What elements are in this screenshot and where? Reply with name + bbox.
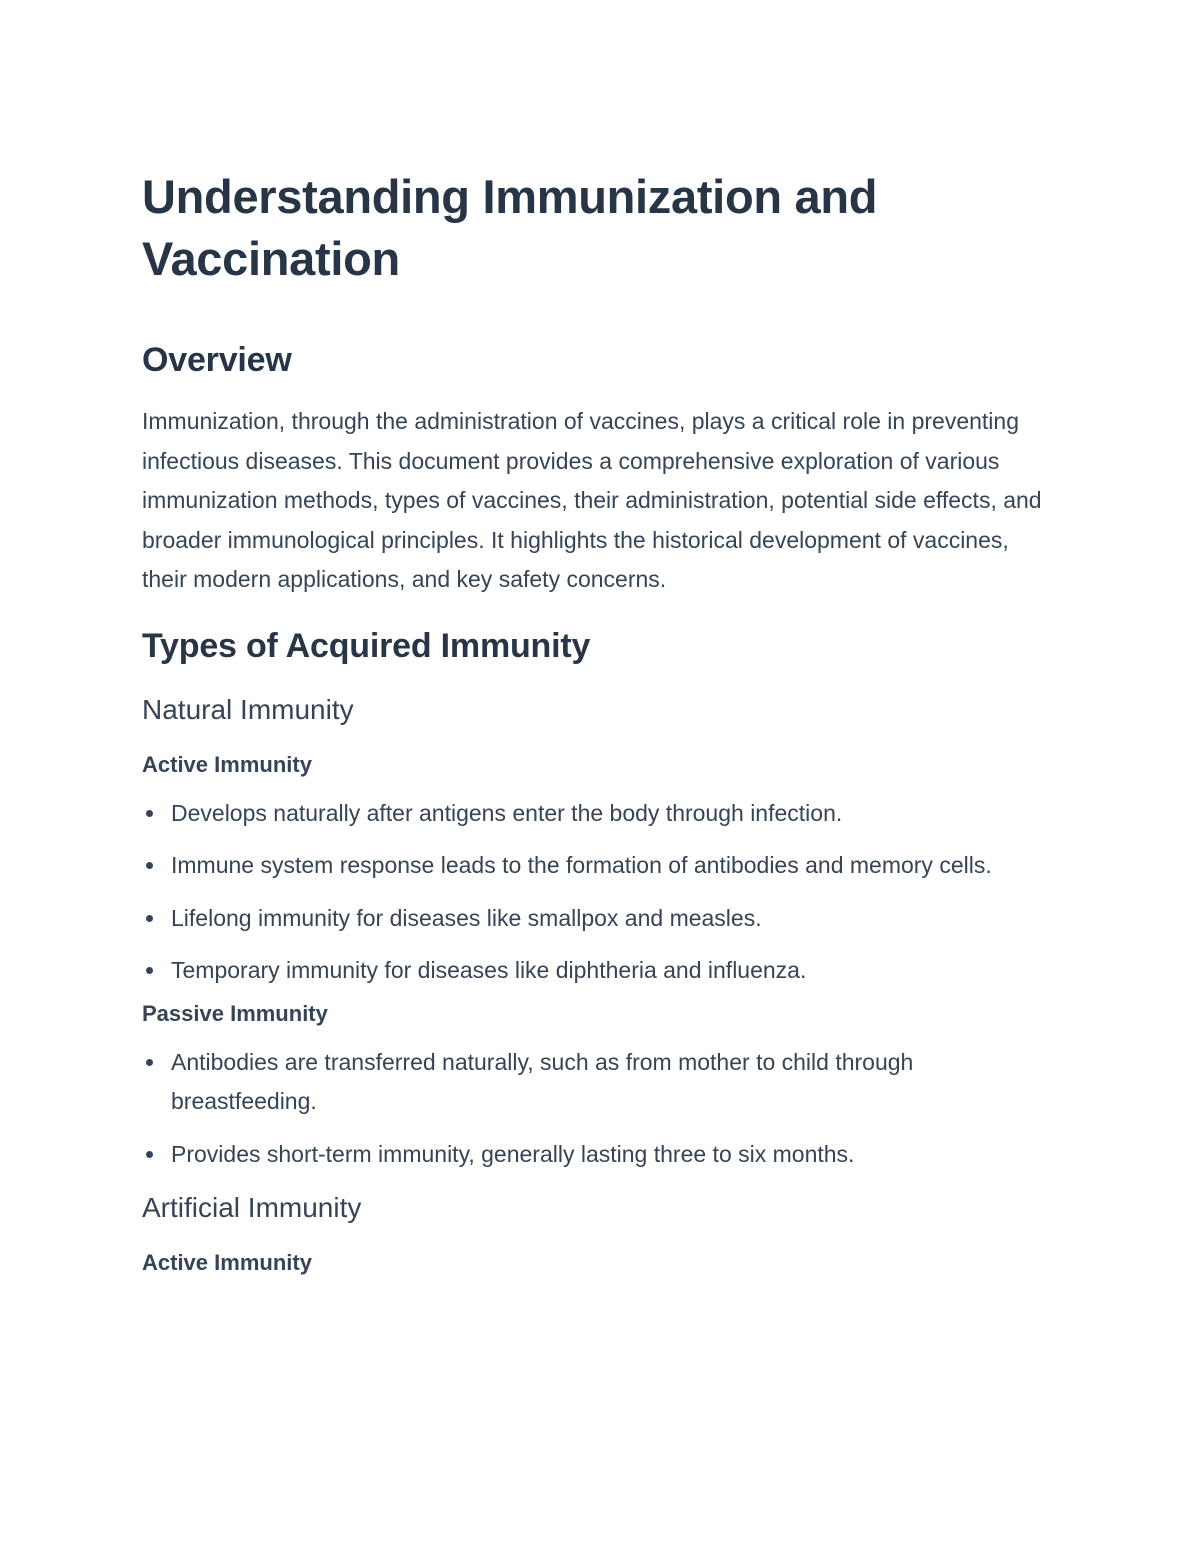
list-item: Temporary immunity for diseases like diphtheria and influenza.: [142, 951, 1042, 991]
list-item: Lifelong immunity for diseases like smallpox and measles.: [142, 899, 1042, 939]
natural-immunity-heading: Natural Immunity: [142, 693, 354, 725]
list-item: Develops naturally after antigens enter the body through infection.: [142, 794, 1042, 834]
natural-active-list: [142, 794, 1042, 991]
document-title: Understanding Immunization and Vaccination: [142, 170, 878, 285]
types-heading: Types of Acquired Immunity: [142, 626, 591, 665]
natural-passive-immunity-heading: Passive Immunity: [142, 1000, 328, 1026]
overview-paragraph: Immunization, through the administration of vaccines, plays a critical role in preventing infectious diseases. This document provides a comprehensive exploration of various immunization methods, types of vaccines, their administration, potential side effects, and broader immunological principles. It highlights the historical development of vaccines, their modern applications, and key safety concerns.: [142, 408, 1042, 592]
list-item: Antibodies are transferred naturally, such as from mother to child through breastfeeding.: [142, 1043, 1042, 1122]
artificial-immunity-heading: Artificial Immunity: [142, 1192, 362, 1223]
natural-passive-list: [142, 1043, 1042, 1175]
list-item: Immune system response leads to the formation of antibodies and memory cells.: [142, 846, 1042, 886]
list-item: Provides short-term immunity, generally lasting three to six months.: [142, 1135, 1042, 1175]
artificial-active-immunity-heading: Active Immunity: [142, 1250, 312, 1275]
natural-active-immunity-heading: Active Immunity: [142, 751, 312, 777]
overview-heading: Overview: [142, 341, 292, 379]
document-page: [142, 166, 1042, 1278]
